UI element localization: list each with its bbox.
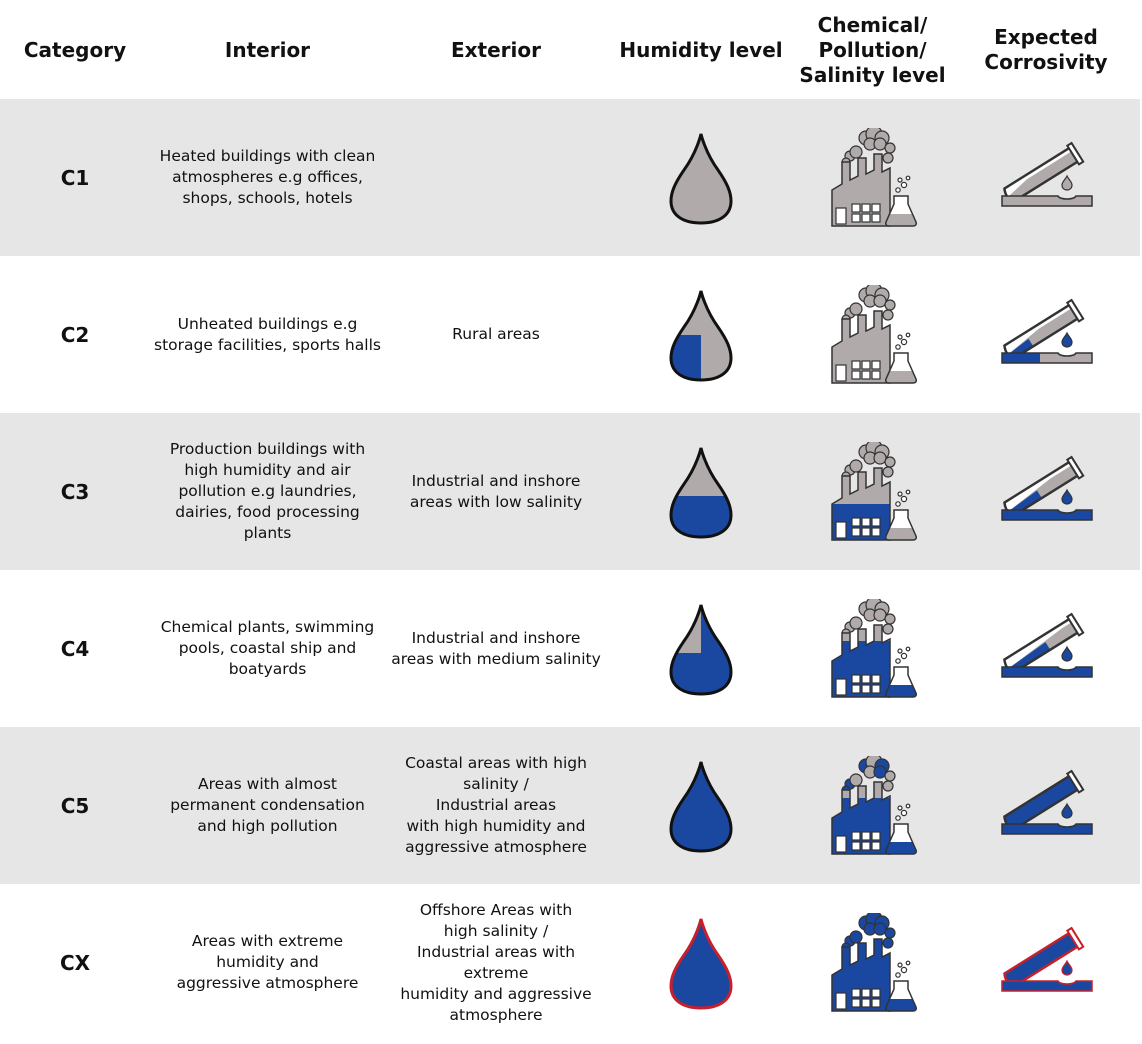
test-tube-corrosion-icon: [950, 413, 1142, 570]
factory-pollution-icon: [795, 99, 950, 256]
factory-pollution-icon: [795, 413, 950, 570]
header-humidity: Humidity level: [619, 37, 783, 62]
factory-pollution-icon: [795, 884, 950, 1041]
test-tube-corrosion-icon: [950, 727, 1142, 884]
interior-description: Unheated buildings e.g storage facilities, sports halls: [154, 314, 381, 354]
header-interior: Interior: [224, 37, 311, 62]
factory-pollution-icon: [795, 727, 950, 884]
category-label: C3: [60, 479, 90, 504]
humidity-drop-icon: [607, 413, 795, 570]
category-label: C2: [60, 322, 90, 347]
table-row-c2: [0, 256, 1140, 413]
table-header: [0, 0, 1142, 100]
table-row-c3: [0, 413, 1140, 570]
table-row-c5: [0, 727, 1140, 884]
header-corrosivity: Expected Corrosivity: [984, 25, 1108, 74]
factory-pollution-icon: [795, 570, 950, 727]
exterior-description: Coastal areas with high salinity / Industrial areas with high humidity and aggressive atmosphere: [405, 754, 587, 856]
interior-description: Areas with extreme humidity and aggressive atmosphere: [176, 932, 359, 992]
exterior-description: Rural areas: [452, 325, 540, 343]
interior-description: Heated buildings with clean atmospheres e.g offices, shops, schools, hotels: [159, 147, 376, 207]
exterior-description: Industrial and inshore areas with low salinity: [409, 471, 583, 511]
header-chemical: Chemical/ Pollution/ Salinity level: [799, 12, 946, 87]
test-tube-corrosion-icon: [950, 570, 1142, 727]
header-exterior: Exterior: [450, 37, 541, 62]
humidity-drop-icon: [607, 727, 795, 884]
exterior-description: Industrial and inshore areas with medium salinity: [391, 628, 601, 668]
header-category: Category: [23, 37, 127, 62]
category-label: CX: [59, 950, 91, 975]
table-row-c1: [0, 99, 1140, 256]
test-tube-corrosion-icon: [950, 99, 1142, 256]
humidity-drop-icon: [607, 99, 795, 256]
test-tube-corrosion-icon: [950, 884, 1142, 1041]
table-row-c4: [0, 570, 1140, 727]
table-row-cx: [0, 884, 1140, 1041]
category-label: C5: [60, 793, 90, 818]
interior-description: Areas with almost permanent condensation and high pollution: [170, 775, 365, 835]
exterior-description: [385, 99, 607, 256]
interior-description: Chemical plants, swimming pools, coastal ship and boatyards: [160, 618, 375, 678]
humidity-drop-icon: [607, 570, 795, 727]
interior-description: Production buildings with high humidity and air pollution e.g laundries, dairies, food processing plants: [169, 440, 366, 542]
exterior-description: Offshore Areas with high salinity / Industrial areas with extreme humidity and aggressive atmosphere: [400, 900, 592, 1024]
humidity-drop-icon: [607, 884, 795, 1041]
humidity-drop-icon: [607, 256, 795, 413]
factory-pollution-icon: [795, 256, 950, 413]
category-label: C4: [60, 636, 90, 661]
test-tube-corrosion-icon: [950, 256, 1142, 413]
category-label: C1: [60, 165, 90, 190]
